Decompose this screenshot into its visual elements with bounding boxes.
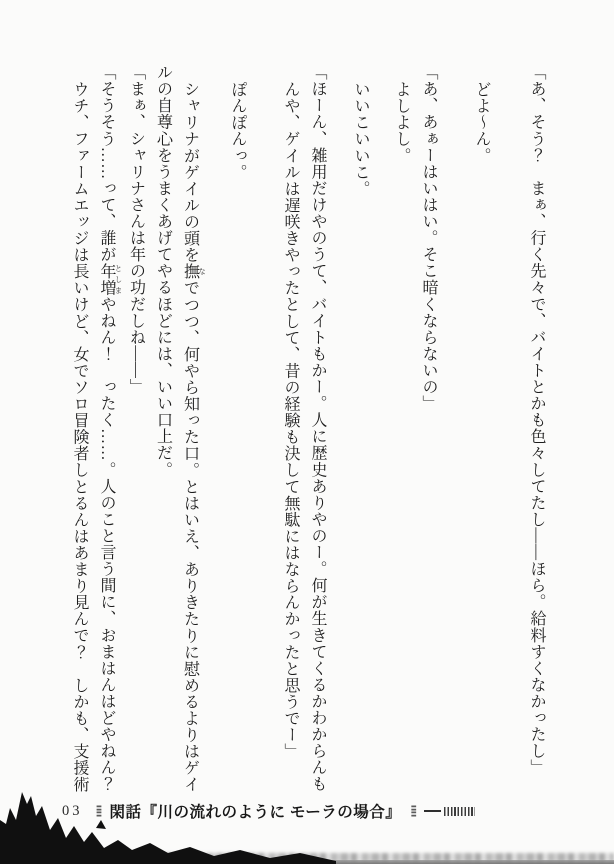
text-column-line: ルの自尊心をうまくあげてやるほどには、いい口上だ。 — [154, 64, 172, 478]
text-column-line: 「そうそう……って、誰が年増 としまやねん！ ったく……。人のこと言う間に、おまはんはどやねん？ — [98, 64, 123, 793]
text-column-line: 「ほーん、雑用だけやのうて、バイトもかー。人に歴史ありやのー。何が生きてくるかわからんも — [309, 64, 326, 793]
progress-line — [424, 810, 441, 812]
mountain-silhouette-graphic — [0, 790, 336, 864]
page-number: 03 — [62, 802, 83, 819]
text-column-line: シャリナがゲイルの頭を撫 なでつつ、何やら知った口。とはいえ、ありきたりに慰めるよりはゲイ — [181, 80, 207, 793]
text-column-line: よしよし。 — [393, 80, 410, 164]
text-column-line: いいこいいこ。 — [352, 80, 369, 197]
text-column-line: んや、ゲイルは遅咲きやったとして、昔の経験も決して無駄にはならんかったと思うでー」 — [282, 80, 299, 760]
text-column-line: 「あ、そう？ まぁ、行く先々で、バイトとかも色々してたし――ほら。給料すくなかったし」 — [528, 64, 545, 776]
text-column-line: ウチ、ファームエッジは長いけど、女でソロ冒険者しとるんはあまり見んで？ しかも、支援術 — [71, 80, 88, 793]
text-column-line: 「あ、あぁーはいはい。そこ暗くならないの」 — [420, 64, 437, 412]
text-column-line: 「まぁ、シャリナさんは年の功だしね――」 — [127, 64, 145, 395]
text-column-line: ぽんぽんっ。 — [229, 80, 246, 180]
chapter-title: 閑話『川の流れのように モーラの場合』 — [109, 804, 402, 821]
text-column-line: どよ〜ん。 — [473, 80, 490, 164]
progress-ticks — [444, 807, 475, 816]
illegible-marker-left: 〓〓 — [94, 805, 101, 817]
illegible-marker-right: 〓〓 — [409, 805, 416, 817]
novel-text-area — [66, 64, 550, 792]
